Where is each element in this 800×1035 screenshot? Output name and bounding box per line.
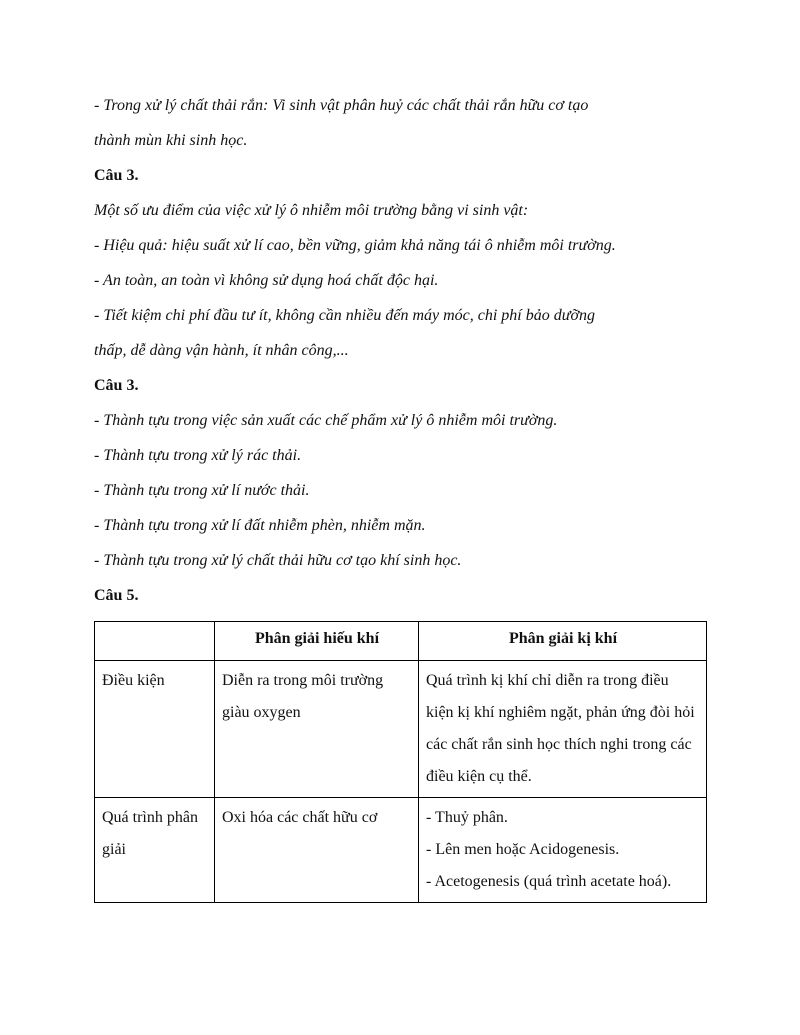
row-label-conditions: Điều kiện [95,661,215,798]
row-label-process: Quá trình phân giải [95,798,215,903]
table-header-aerobic: Phân giải hiếu khí [215,622,419,661]
cell-aerobic-process: Oxi hóa các chất hữu cơ [215,798,419,903]
table-header-anaerobic: Phân giải kị khí [419,622,707,661]
question-3a-line: - An toàn, an toàn vì không sử dụng hoá chất độc hại. [94,272,439,289]
question-3b-line: - Thành tựu trong xử lý chất thải hữu cơ tạo khí sinh học. [94,552,462,569]
intro-line-2: thành mùn khi sinh học. [94,132,248,149]
cell-aerobic-conditions: Diễn ra trong môi trường giàu oxygen [215,661,419,798]
process-step: - Lên men hoặc Acidogenesis. [426,841,620,858]
question-5-heading: Câu 5. [94,587,139,604]
question-3a-heading: Câu 3. [94,167,139,184]
table-header-row [95,622,707,661]
question-3b-line: - Thành tựu trong xử lí nước thải. [94,482,310,499]
question-3a-line: - Hiệu quả: hiệu suất xử lí cao, bền vững, giảm khả năng tái ô nhiễm môi trường. [94,237,616,254]
question-3b-heading: Câu 3. [94,377,139,394]
question-3a-line: Một số ưu điểm của việc xử lý ô nhiễm môi trường bằng vi sinh vật: [94,202,529,219]
table-row [95,798,707,903]
decomposition-comparison-table [94,621,707,903]
question-3a-line: - Tiết kiệm chi phí đầu tư ít, không cần nhiều đến máy móc, chi phí bảo dưỡng [94,307,596,324]
question-3a-line: thấp, dễ dàng vận hành, ít nhân công,... [94,342,349,359]
question-3b-line: - Thành tựu trong xử lí đất nhiễm phèn, nhiễm mặn. [94,517,426,534]
cell-anaerobic-process [419,798,707,903]
document-page [94,88,706,903]
process-step: - Thuỷ phân. [426,809,508,826]
cell-anaerobic-conditions: Quá trình kị khí chỉ diễn ra trong điều kiện kị khí nghiêm ngặt, phản ứng đòi hỏi các chất rắn sinh học thích nghi trong các điều kiện cụ thể. [419,661,707,798]
process-step: - Acetogenesis (quá trình acetate hoá). [426,873,672,890]
question-3b-line: - Thành tựu trong xử lý rác thải. [94,447,302,464]
question-3b-line: - Thành tựu trong việc sản xuất các chế phẩm xử lý ô nhiễm môi trường. [94,412,558,429]
intro-line-1: - Trong xử lý chất thải rắn: Vi sinh vật phân huỷ các chất thải rắn hữu cơ tạo [94,97,589,114]
table-header-empty [95,622,215,661]
table-row [95,661,707,798]
